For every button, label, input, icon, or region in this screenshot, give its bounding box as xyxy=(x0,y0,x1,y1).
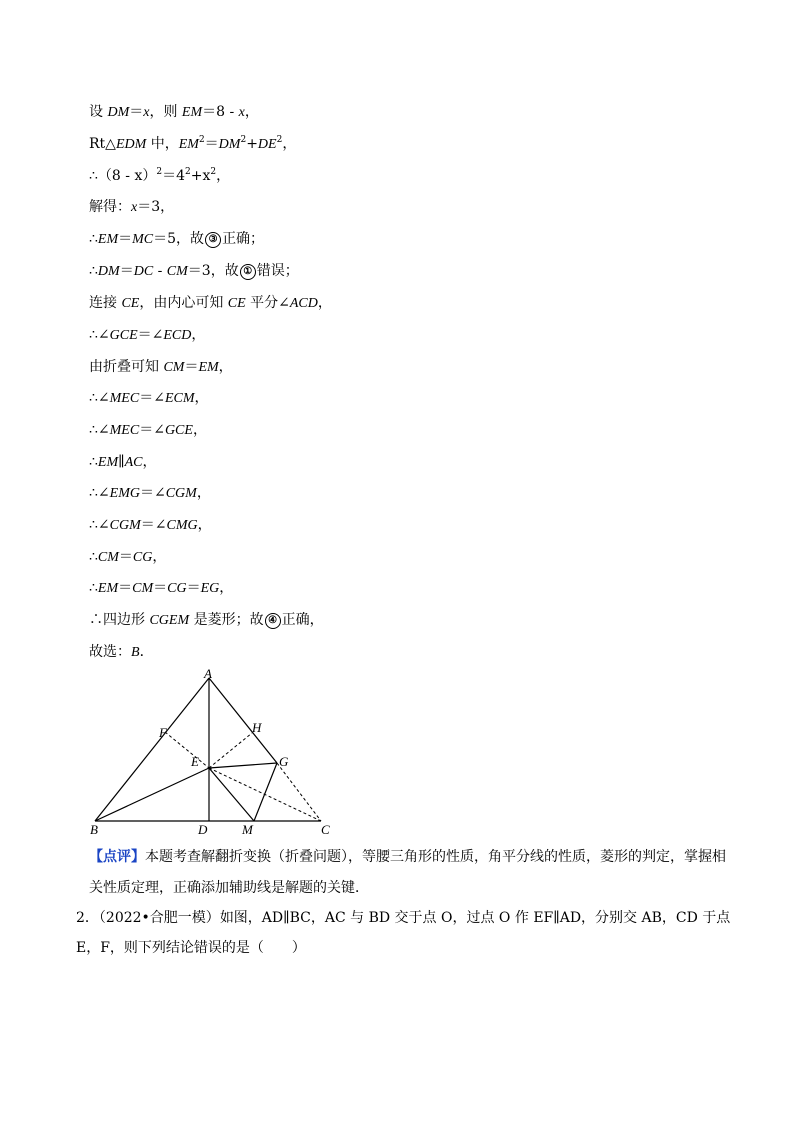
solution-line-9: 由折叠可知 CM＝EM， xyxy=(89,359,233,375)
comment-block xyxy=(89,842,729,904)
geometry-figure xyxy=(84,662,344,838)
question-source: （2022•合肥一模） xyxy=(98,910,220,926)
label-f: F xyxy=(159,725,167,740)
solution-line-10: ∴∠MEC＝∠ECM， xyxy=(89,390,209,406)
label-e: E xyxy=(191,754,199,769)
question-2 xyxy=(76,903,736,963)
solution-line-11: ∴∠MEC＝∠GCE， xyxy=(89,422,207,438)
comment-tag: 【点评】 xyxy=(89,849,145,865)
solution-line-3: ∴（8 - $x)^2=4^2+x^2$， xyxy=(89,167,231,184)
label-a: A xyxy=(204,666,212,681)
segment-ag xyxy=(209,678,277,763)
solution-line-15: ∴CM＝CG， xyxy=(89,549,167,565)
segment-ab xyxy=(95,678,209,821)
label-m: M xyxy=(242,822,253,837)
label-d: D xyxy=(198,822,208,837)
label-c: C xyxy=(321,822,330,837)
label-g: G xyxy=(279,754,289,769)
circled-number-4: ④ xyxy=(265,613,281,629)
solution-line-4: 解得：x＝3， xyxy=(89,199,175,215)
question-number: 2． xyxy=(76,910,99,926)
circled-number-3: ③ xyxy=(205,232,221,248)
solution-line-16: ∴EM＝CM＝CG＝EG， xyxy=(89,580,234,596)
solution-line-5: ∴EM＝MC＝5，故 ③ 正确； xyxy=(89,231,265,247)
circled-number-1: ① xyxy=(240,264,256,280)
segment-gm xyxy=(254,763,277,821)
dashed-eh xyxy=(209,733,252,768)
segment-em xyxy=(209,768,254,821)
dashed-gc xyxy=(277,763,321,821)
label-h: H xyxy=(252,720,262,735)
solution-line-17: ∴四边形 CGEM 是菱形；故 ④ 正确， xyxy=(89,612,324,628)
solution-line-12: ∴EM∥AC， xyxy=(89,454,157,470)
solution-line-2: Rt△EDM 中，$EM^2=DM^2+DE^2$， xyxy=(89,135,297,152)
solution-line-1: 设 DM＝x，则 EM＝8 - x， xyxy=(89,104,259,120)
segment-be xyxy=(95,768,209,821)
dashed-ef xyxy=(165,732,209,768)
solution-line-14: ∴∠CGM＝∠CMG， xyxy=(89,517,212,533)
solution-line-13: ∴∠EMG＝∠CGM， xyxy=(89,485,211,501)
comment-text: 本题考查解翻折变换（折叠问题），等腰三角形的性质，角平分线的性质，菱形的判定，掌握相关性质定理，正确添加辅助线是解题的关键． xyxy=(89,849,726,896)
question-text: 如图，AD∥BC，AC 与 BD 交于点 O，过点 O 作 EF∥AD，分别交 AB，CD 于点 E，F，则下列结论错误的是（ ） xyxy=(76,910,731,956)
solution-line-18: 故选：B． xyxy=(89,644,154,660)
dashed-ec xyxy=(209,768,321,821)
segment-eg xyxy=(209,763,277,768)
solution-line-8: ∴∠GCE＝∠ECD， xyxy=(89,327,206,343)
solution-line-7: 连接 CE，由内心可知 CE 平分∠ACD， xyxy=(89,295,332,311)
label-b: B xyxy=(90,822,98,837)
solution-line-6: ∴DM＝DC - CM＝3，故 ① 错误； xyxy=(89,263,299,279)
